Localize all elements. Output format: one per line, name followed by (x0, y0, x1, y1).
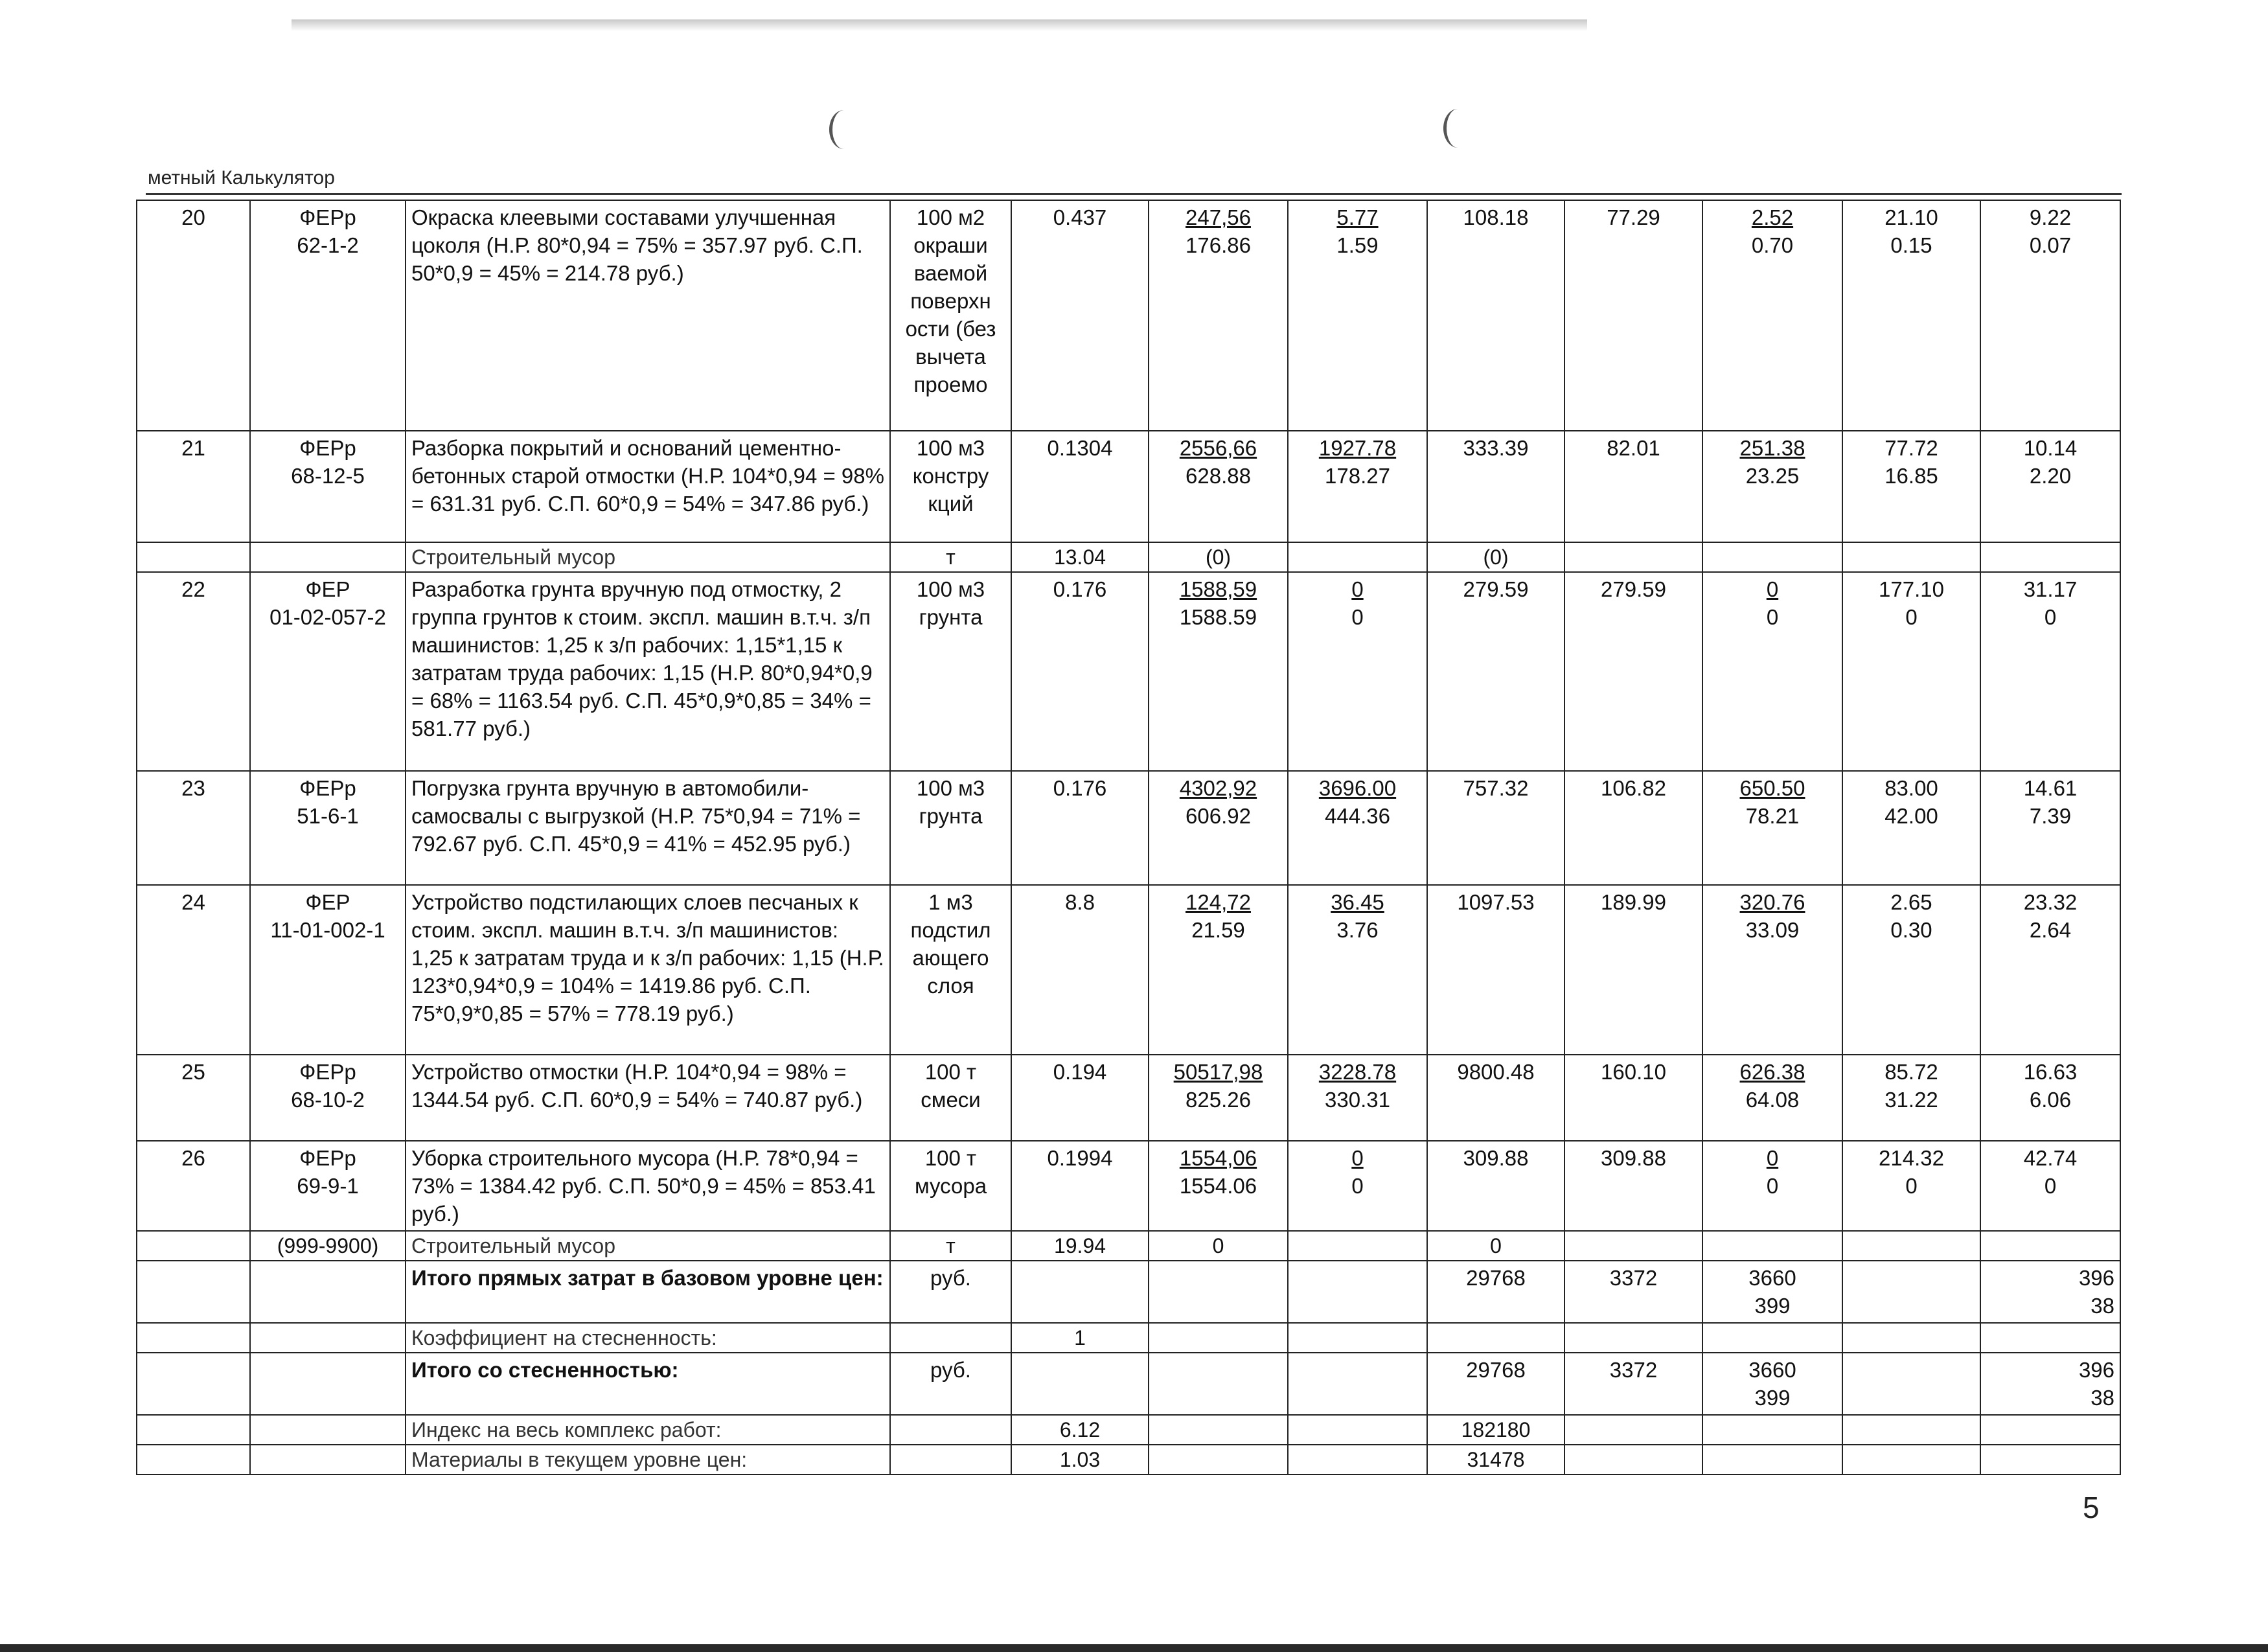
quantity: 0.176 (1011, 771, 1149, 885)
row-number: 22 (137, 572, 250, 771)
labor-total: 9.22 0.07 (1980, 200, 2120, 431)
rate-code: ФЕРр 68-10-2 (250, 1055, 406, 1141)
totals-row (137, 1445, 2120, 1474)
cost-wages: 3372 (1564, 1353, 1702, 1415)
quantity: 0.1304 (1011, 431, 1149, 542)
cost-machines: 3660 399 (1702, 1261, 1842, 1323)
unit: 100 м2 окраши ваемой поверхн ости (без вычета проемо (890, 200, 1011, 431)
unit: 100 т мусора (890, 1141, 1011, 1231)
unit-cost-total: $\frac{4302,92}{606.92}$ (1149, 771, 1288, 885)
totals-row (137, 1415, 2120, 1445)
page-header-title: метный Калькулятор (148, 167, 335, 189)
scan-edge-bottom (0, 1644, 2268, 1652)
unit: 100 т смеси (890, 1055, 1011, 1141)
unit-cost-machines: $\frac{36.45}{3.76}$ (1288, 885, 1427, 1055)
unit: 1 м3 подстил ающего слоя (890, 885, 1011, 1055)
totals-label: Индекс на весь комплекс работ: (406, 1415, 890, 1445)
row-number: 26 (137, 1141, 250, 1231)
cost-machines: $\frac{650.50}{78.21}$ (1702, 771, 1842, 885)
totals-label: Коэффициент на стесненность: (406, 1323, 890, 1353)
unit-cost-machines: $\frac{3228.78}{330.31}$ (1288, 1055, 1427, 1141)
cost-wages: 309.88 (1564, 1141, 1702, 1231)
cost-wages: 279.59 (1564, 572, 1702, 771)
rate-code: ФЕР 01-02-057-2 (250, 572, 406, 771)
labor-unit: 83.00 42.00 (1842, 771, 1980, 885)
labor-unit: 2.65 0.30 (1842, 885, 1980, 1055)
unit-cost-machines: $\frac{0}{0}$ (1288, 1141, 1427, 1231)
totals-row (137, 1353, 2120, 1415)
cost-total: 108.18 (1427, 200, 1564, 431)
estimate-table (136, 200, 2121, 1475)
unit: руб. (890, 1353, 1011, 1415)
quantity: 1 (1011, 1323, 1149, 1353)
quantity: 0.1994 (1011, 1141, 1149, 1231)
table-row (137, 885, 2120, 1055)
cost-wages: 106.82 (1564, 771, 1702, 885)
quantity: 6.12 (1011, 1415, 1149, 1445)
unit-cost-total: $\frac{2556,66}{628.88}$ (1149, 431, 1288, 542)
work-description: Устройство подстилающих слоев песчаных к стоим. экспл. машин в.т.ч. з/п машинистов: 1,25 к затратам труда и к з/п рабочих: 1,15 (Н.Р. 123*0,94*0,9 = 104% = 1419.86 руб. С.П. 75*0,9*0,85 = 57% = 778.19 руб.) (406, 885, 890, 1055)
work-description: Погрузка грунта вручную в автомобили-самосвалы с выгрузкой (Н.Р. 75*0,94 = 71% = 792.67 руб. С.П. 45*0,9 = 41% = 452.95 руб.) (406, 771, 890, 885)
table-row (137, 200, 2120, 431)
table-row (137, 431, 2120, 542)
labor-unit: 21.10 0.15 (1842, 200, 1980, 431)
rate-code: ФЕРр 68-12-5 (250, 431, 406, 542)
table-row (137, 1055, 2120, 1141)
labor-total: 42.74 0 (1980, 1141, 2120, 1231)
unit: т (890, 542, 1011, 572)
unit-cost-total: $\frac{247,56}{176.86}$ (1149, 200, 1288, 431)
cost-machines: $\frac{626.38}{64.08}$ (1702, 1055, 1842, 1141)
cost-total: 9800.48 (1427, 1055, 1564, 1141)
cost-machines: 3660 399 (1702, 1353, 1842, 1415)
rate-code: ФЕРр 62-1-2 (250, 200, 406, 431)
totals-label: Итого прямых затрат в базовом уровне цен: (406, 1261, 890, 1323)
cost-machines: $\frac{2.52}{0.70}$ (1702, 200, 1842, 431)
labor-unit: 85.72 31.22 (1842, 1055, 1980, 1141)
unit-cost-total: 0 (1149, 1231, 1288, 1261)
row-number: 21 (137, 431, 250, 542)
punch-hole-mark (829, 110, 858, 149)
resource-name: Строительный мусор (406, 542, 890, 572)
table-row (137, 1141, 2120, 1231)
unit-cost-total: $\frac{1554,06}{1554.06}$ (1149, 1141, 1288, 1231)
quantity: 0.437 (1011, 200, 1149, 431)
labor-unit: 77.72 16.85 (1842, 431, 1980, 542)
cost-wages: 82.01 (1564, 431, 1702, 542)
labor-total: 23.32 2.64 (1980, 885, 2120, 1055)
cost-wages: 3372 (1564, 1261, 1702, 1323)
quantity: 1.03 (1011, 1445, 1149, 1474)
labor-total: 31.17 0 (1980, 572, 2120, 771)
quantity: 8.8 (1011, 885, 1149, 1055)
cost-wages: 189.99 (1564, 885, 1702, 1055)
labor-total: 396 38 (1980, 1261, 2120, 1323)
unit-cost-machines: $\frac{1927.78}{178.27}$ (1288, 431, 1427, 542)
row-number: 23 (137, 771, 250, 885)
unit: руб. (890, 1261, 1011, 1323)
labor-unit: 214.32 0 (1842, 1141, 1980, 1231)
cost-total: 309.88 (1427, 1141, 1564, 1231)
labor-unit: 177.10 0 (1842, 572, 1980, 771)
work-description: Устройство отмостки (Н.Р. 104*0,94 = 98% = 1344.54 руб. С.П. 60*0,9 = 54% = 740.87 руб.) (406, 1055, 890, 1141)
unit-cost-total: $\frac{1588,59}{1588.59}$ (1149, 572, 1288, 771)
rate-code: (999-9900) (250, 1231, 406, 1261)
totals-label: Материалы в текущем уровне цен: (406, 1445, 890, 1474)
totals-row (137, 1261, 2120, 1323)
table-row (137, 542, 2120, 572)
quantity: 0.194 (1011, 1055, 1149, 1141)
unit: 100 м3 грунта (890, 572, 1011, 771)
table-row (137, 771, 2120, 885)
quantity: 0.176 (1011, 572, 1149, 771)
labor-total: 14.61 7.39 (1980, 771, 2120, 885)
cost-total: 182180 (1427, 1415, 1564, 1445)
quantity: 19.94 (1011, 1231, 1149, 1261)
rate-code (250, 542, 406, 572)
cost-wages: 160.10 (1564, 1055, 1702, 1141)
work-description: Уборка строительного мусора (Н.Р. 78*0,94 = 73% = 1384.42 руб. С.П. 50*0,9 = 45% = 853.41 руб.) (406, 1141, 890, 1231)
quantity: 13.04 (1011, 542, 1149, 572)
cost-total: 31478 (1427, 1445, 1564, 1474)
cost-total: 29768 (1427, 1261, 1564, 1323)
resource-name: Строительный мусор (406, 1231, 890, 1261)
totals-label: Итого со стесненностью: (406, 1353, 890, 1415)
unit: т (890, 1231, 1011, 1261)
cost-machines: $\frac{0}{0}$ (1702, 572, 1842, 771)
unit-cost-total: (0) (1149, 542, 1288, 572)
unit-cost-machines: $\frac{3696.00}{444.36}$ (1288, 771, 1427, 885)
row-number: 25 (137, 1055, 250, 1141)
unit-cost-machines: $\frac{5.77}{1.59}$ (1288, 200, 1427, 431)
cost-machines: $\frac{0}{0}$ (1702, 1141, 1842, 1231)
table-row (137, 572, 2120, 771)
labor-total: 10.14 2.20 (1980, 431, 2120, 542)
unit-cost-machines: $\frac{0}{0}$ (1288, 572, 1427, 771)
row-number: 24 (137, 885, 250, 1055)
table-row (137, 1231, 2120, 1261)
cost-total: 1097.53 (1427, 885, 1564, 1055)
header-rule (146, 193, 2122, 195)
labor-total: 396 38 (1980, 1353, 2120, 1415)
page-number: 5 (2083, 1491, 2100, 1524)
rate-code: ФЕР 11-01-002-1 (250, 885, 406, 1055)
work-description: Разработка грунта вручную под отмостку, 2 группа грунтов к стоим. экспл. машин в.т.ч. з/п машинистов: 1,25 к з/п рабочих: 1,15*1,15 к затратам труда рабочих: 1,15 (Н.Р. 80*0,94*0,9 = 68% = 1163.54 руб. С.П. 45*0,9*0,85 = 34% = 581.77 руб.) (406, 572, 890, 771)
labor-total: 16.63 6.06 (1980, 1055, 2120, 1141)
cost-total: (0) (1427, 542, 1564, 572)
work-description: Окраска клеевыми составами улучшенная цоколя (Н.Р. 80*0,94 = 75% = 357.97 руб. С.П. 50*0,9 = 45% = 214.78 руб.) (406, 200, 890, 431)
unit: 100 м3 грунта (890, 771, 1011, 885)
cost-total: 757.32 (1427, 771, 1564, 885)
scan-edge-top (292, 19, 1587, 31)
rate-code: ФЕРр 51-6-1 (250, 771, 406, 885)
cost-total: 29768 (1427, 1353, 1564, 1415)
totals-row (137, 1323, 2120, 1353)
unit: 100 м3 констру кций (890, 431, 1011, 542)
punch-hole-mark (1443, 109, 1472, 148)
cost-machines: $\frac{320.76}{33.09}$ (1702, 885, 1842, 1055)
cost-total: 333.39 (1427, 431, 1564, 542)
rate-code: ФЕРр 69-9-1 (250, 1141, 406, 1231)
unit-cost-total: $\frac{50517,98}{825.26}$ (1149, 1055, 1288, 1141)
work-description: Разборка покрытий и оснований цементно-бетонных старой отмостки (Н.Р. 104*0,94 = 98% = 631.31 руб. С.П. 60*0,9 = 54% = 347.86 руб.) (406, 431, 890, 542)
cost-total: 279.59 (1427, 572, 1564, 771)
cost-total: 0 (1427, 1231, 1564, 1261)
unit-cost-total: $\frac{124,72}{21.59}$ (1149, 885, 1288, 1055)
row-number: 20 (137, 200, 250, 431)
cost-wages: 77.29 (1564, 200, 1702, 431)
cost-machines: $\frac{251.38}{23.25}$ (1702, 431, 1842, 542)
